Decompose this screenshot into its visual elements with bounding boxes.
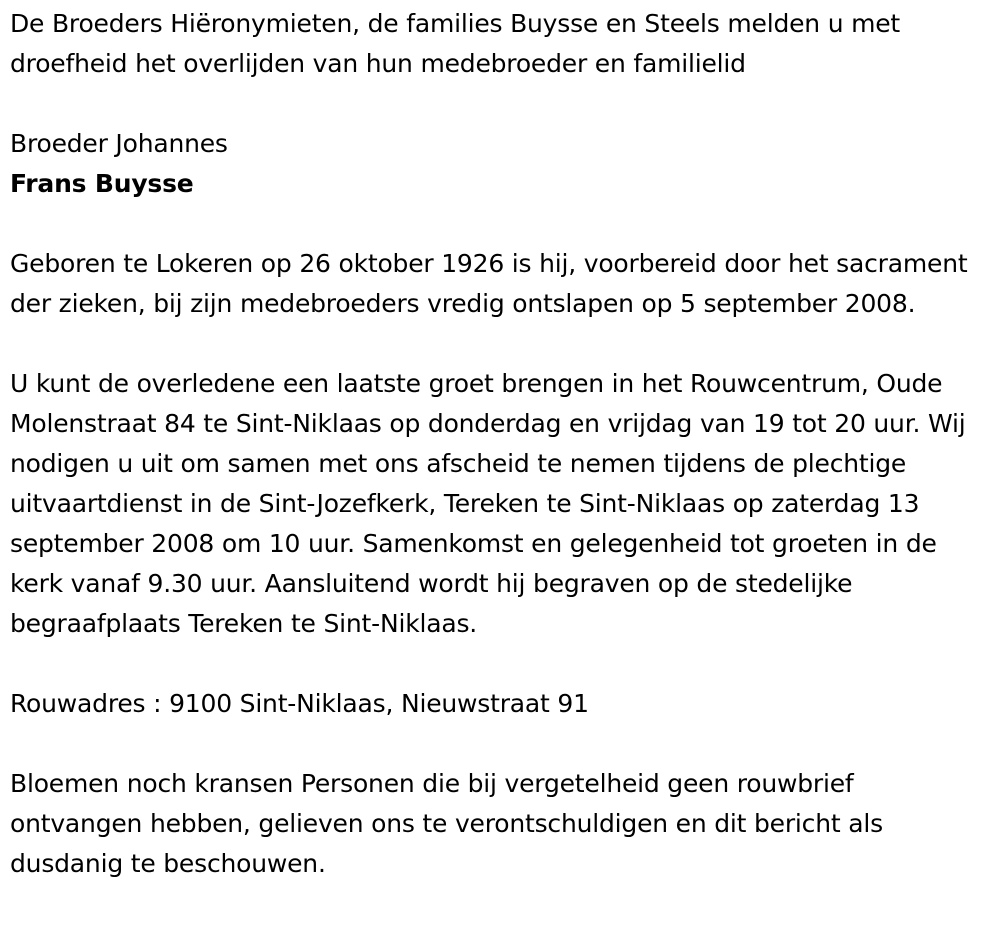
- birth-death-paragraph: Geboren te Lokeren op 26 oktober 1926 is hij, voorbereid door het sacrament der zieken, bij zijn medebroeders vredig ontslapen op 5 september 2008.: [10, 249, 968, 318]
- deceased-name: Frans Buysse: [10, 169, 194, 198]
- religious-name: Broeder Johannes: [10, 129, 228, 158]
- spacer: [10, 324, 990, 364]
- funeral-info-paragraph: U kunt de overledene een laatste groet brengen in het Rouwcentrum, Oude Molenstraat 84 te Sint-Niklaas op donderdag en vrijdag van 19 tot 20 uur. Wij nodigen u uit om samen met ons afscheid te nemen tijdens de plechtige uitvaartdienst in de Sint-Jozefkerk, Tereken te Sint-Niklaas op zaterdag 13 september 2008 om 10 uur. Samenkomst en gelegenheid tot groeten in de kerk vanaf 9.30 uur. Aansluitend wordt hij begraven op de stedelijke begraafplaats Tereken te Sint-Niklaas.: [10, 369, 966, 638]
- spacer: [10, 644, 990, 684]
- flowers-note-paragraph: Bloemen noch kransen Personen die bij vergetelheid geen rouwbrief ontvangen hebben, gelieven ons te verontschuldigen en dit bericht als dusdanig te beschouwen.: [10, 769, 883, 878]
- spacer: [10, 204, 990, 244]
- spacer: [10, 724, 990, 764]
- spacer: [10, 84, 990, 124]
- mourning-address: Rouwadres : 9100 Sint-Niklaas, Nieuwstraat 91: [10, 689, 589, 718]
- intro-paragraph: De Broeders Hiëronymieten, de families Buysse en Steels melden u met droefheid het overlijden van hun medebroeder en familielid: [10, 9, 901, 78]
